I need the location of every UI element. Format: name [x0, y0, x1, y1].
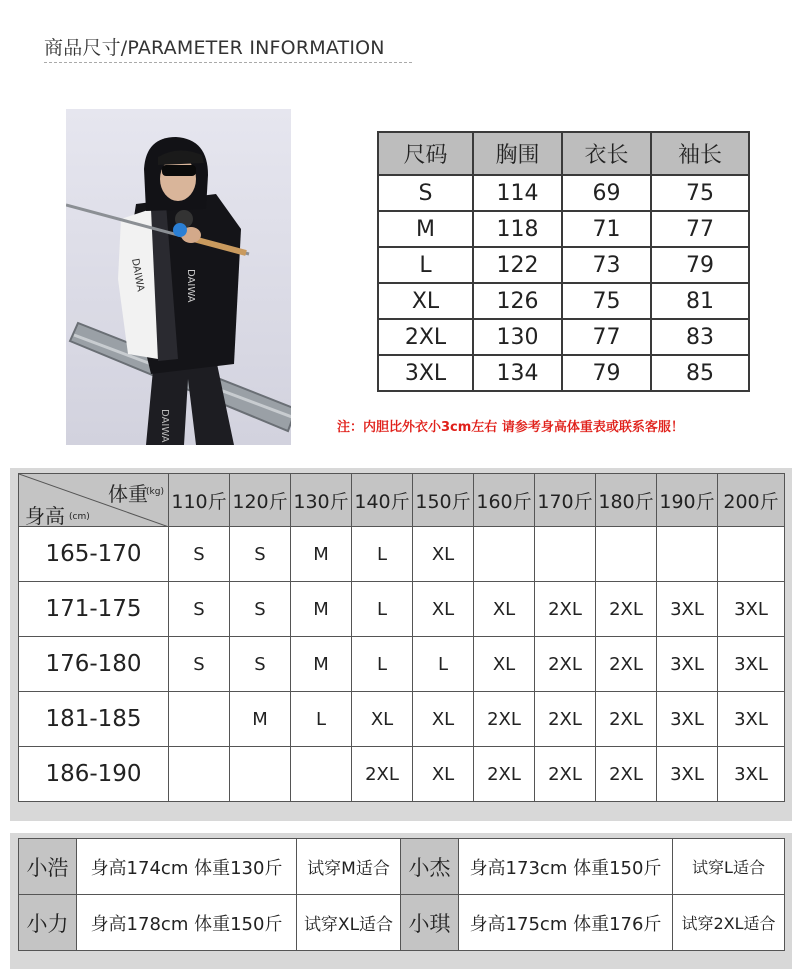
size-cell: 71 [562, 211, 651, 247]
size-recommendation: M [291, 637, 352, 692]
fit-result: 试穿XL适合 [297, 895, 401, 951]
size-row [378, 319, 749, 355]
size-header-cell: 衣长 [562, 132, 651, 175]
model-measurements: 身高175cm 体重176斤 [459, 895, 673, 951]
weight-header-cell: 200斤 [718, 474, 785, 527]
model-measurements: 身高174cm 体重130斤 [77, 839, 297, 895]
size-recommendation: 3XL [718, 582, 785, 637]
size-recommendation: XL [352, 692, 413, 747]
weight-header-row [19, 474, 785, 527]
size-cell: M [378, 211, 473, 247]
fit-row [19, 895, 785, 951]
weight-height-table [18, 473, 785, 802]
height-row [19, 637, 785, 692]
size-row [378, 283, 749, 319]
size-cell: 77 [562, 319, 651, 355]
page-title: 商品尺寸/PARAMETER INFORMATION [44, 37, 385, 59]
title-divider [44, 62, 412, 63]
size-recommendation: 2XL [535, 637, 596, 692]
size-cell: 75 [651, 175, 749, 211]
size-header-cell: 尺码 [378, 132, 473, 175]
weight-header-cell: 110斤 [169, 474, 230, 527]
size-cell: XL [378, 283, 473, 319]
fit-result: 试穿M适合 [297, 839, 401, 895]
size-recommendation: 3XL [718, 692, 785, 747]
size-recommendation: L [291, 692, 352, 747]
size-cell: 79 [562, 355, 651, 391]
height-row [19, 747, 785, 802]
size-recommendation [291, 747, 352, 802]
weight-header-cell: 150斤 [413, 474, 474, 527]
weight-header-cell: 170斤 [535, 474, 596, 527]
fit-result: 试穿L适合 [673, 839, 785, 895]
size-recommendation [169, 747, 230, 802]
svg-text:DAIWA: DAIWA [159, 409, 170, 443]
size-recommendation: XL [413, 527, 474, 582]
size-recommendation [657, 527, 718, 582]
size-recommendation: 3XL [657, 747, 718, 802]
size-cell: L [378, 247, 473, 283]
model-measurements: 身高173cm 体重150斤 [459, 839, 673, 895]
size-row [378, 355, 749, 391]
height-axis-label: 身高 [25, 504, 65, 528]
size-recommendation: 3XL [657, 692, 718, 747]
size-cell: 114 [473, 175, 562, 211]
size-cell: 81 [651, 283, 749, 319]
model-name: 小浩 [19, 839, 77, 895]
size-recommendation: 2XL [535, 582, 596, 637]
size-recommendation: 2XL [596, 637, 657, 692]
height-range-label: 171-175 [19, 582, 169, 637]
size-recommendation [230, 747, 291, 802]
size-recommendation: 2XL [535, 692, 596, 747]
fit-reference-table [18, 838, 785, 951]
model-photo [66, 109, 291, 445]
size-cell: 77 [651, 211, 749, 247]
size-cell: 134 [473, 355, 562, 391]
size-header-cell: 胸围 [473, 132, 562, 175]
size-recommendation: 2XL [596, 692, 657, 747]
size-cell: 79 [651, 247, 749, 283]
size-cell: 69 [562, 175, 651, 211]
size-header-cell: 袖长 [651, 132, 749, 175]
size-cell: S [378, 175, 473, 211]
height-range-label: 176-180 [19, 637, 169, 692]
size-recommendation: 3XL [718, 747, 785, 802]
weight-header-cell: 180斤 [596, 474, 657, 527]
size-cell: 75 [562, 283, 651, 319]
size-recommendation: S [230, 527, 291, 582]
model-measurements: 身高178cm 体重150斤 [77, 895, 297, 951]
fit-result: 试穿2XL适合 [673, 895, 785, 951]
size-recommendation: M [230, 692, 291, 747]
size-recommendation: S [230, 582, 291, 637]
size-recommendation: 3XL [657, 637, 718, 692]
weight-header-cell: 190斤 [657, 474, 718, 527]
size-recommendation: 2XL [596, 747, 657, 802]
size-recommendation: M [291, 527, 352, 582]
height-row [19, 582, 785, 637]
weight-header-cell: 130斤 [291, 474, 352, 527]
size-row [378, 247, 749, 283]
corner-cell [19, 474, 169, 527]
size-recommendation: 2XL [535, 747, 596, 802]
height-row [19, 692, 785, 747]
size-recommendation: XL [474, 582, 535, 637]
size-recommendation: S [169, 527, 230, 582]
size-recommendation: 3XL [657, 582, 718, 637]
size-cell: 126 [473, 283, 562, 319]
size-recommendation [596, 527, 657, 582]
size-cell: 2XL [378, 319, 473, 355]
height-range-label: 181-185 [19, 692, 169, 747]
size-recommendation: 2XL [596, 582, 657, 637]
size-recommendation: L [352, 582, 413, 637]
size-recommendation: XL [413, 692, 474, 747]
size-recommendation: L [413, 637, 474, 692]
model-illustration [66, 109, 291, 445]
height-range-label: 186-190 [19, 747, 169, 802]
weight-height-panel [10, 468, 792, 821]
size-recommendation: 2XL [474, 747, 535, 802]
size-note: 注：内胆比外衣小3cm左右 请参考身高体重表或联系客服！ [337, 420, 684, 435]
size-recommendation: L [352, 637, 413, 692]
size-recommendation: 2XL [474, 692, 535, 747]
fit-row [19, 839, 785, 895]
size-row [378, 175, 749, 211]
size-recommendation [474, 527, 535, 582]
size-recommendation [169, 692, 230, 747]
size-cell: 118 [473, 211, 562, 247]
height-range-label: 165-170 [19, 527, 169, 582]
model-name: 小琪 [401, 895, 459, 951]
svg-text:DAIWA: DAIWA [185, 269, 196, 303]
model-name: 小力 [19, 895, 77, 951]
size-recommendation: S [169, 582, 230, 637]
size-recommendation: 3XL [718, 637, 785, 692]
size-recommendation: XL [474, 637, 535, 692]
size-table-header [378, 132, 749, 175]
size-recommendation: L [352, 527, 413, 582]
model-name: 小杰 [401, 839, 459, 895]
size-recommendation: S [230, 637, 291, 692]
size-cell: 122 [473, 247, 562, 283]
weight-axis-label: 体重 [108, 482, 148, 506]
height-unit-label: (cm) [69, 512, 90, 522]
size-recommendation [535, 527, 596, 582]
size-recommendation: XL [413, 582, 474, 637]
height-row [19, 527, 785, 582]
size-cell: 130 [473, 319, 562, 355]
size-recommendation [718, 527, 785, 582]
size-recommendation: S [169, 637, 230, 692]
size-row [378, 211, 749, 247]
weight-header-cell: 140斤 [352, 474, 413, 527]
weight-unit-label: (kg) [146, 487, 164, 497]
size-recommendation: XL [413, 747, 474, 802]
size-cell: 3XL [378, 355, 473, 391]
svg-text:DAIWA: DAIWA [129, 257, 146, 293]
size-cell: 83 [651, 319, 749, 355]
size-cell: 73 [562, 247, 651, 283]
size-cell: 85 [651, 355, 749, 391]
size-recommendation: 2XL [352, 747, 413, 802]
size-recommendation: M [291, 582, 352, 637]
weight-header-cell: 160斤 [474, 474, 535, 527]
weight-header-cell: 120斤 [230, 474, 291, 527]
fit-reference-panel [10, 833, 792, 969]
size-table [377, 131, 750, 392]
